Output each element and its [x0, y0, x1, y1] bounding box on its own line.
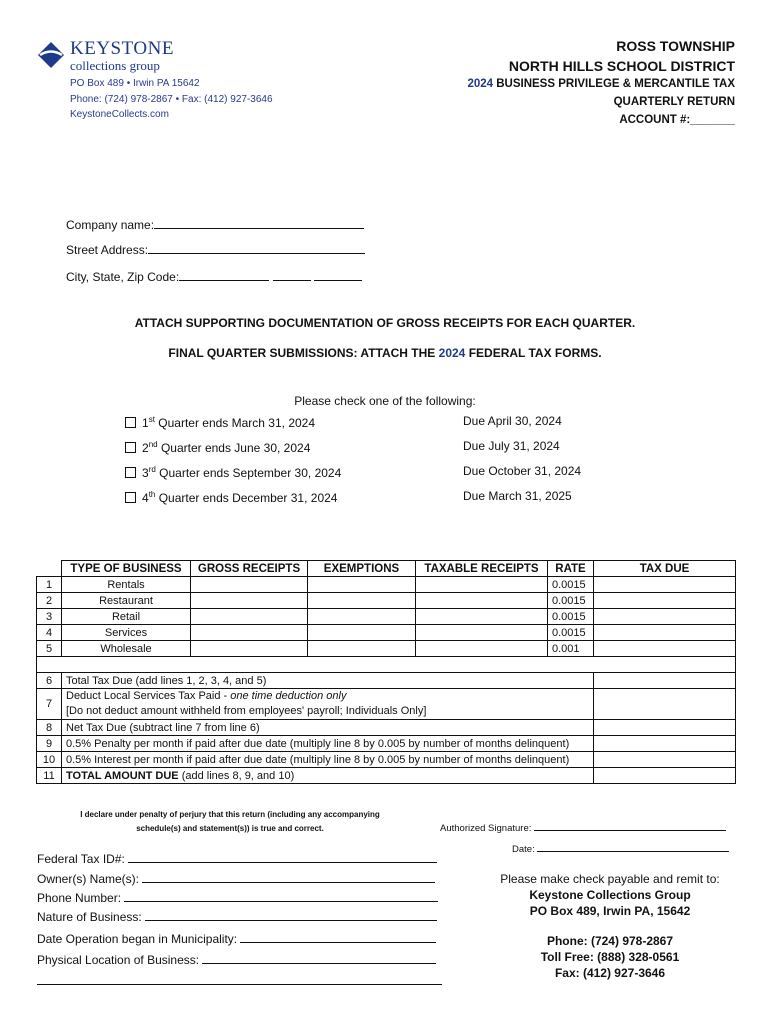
city-state-zip-field[interactable] [66, 270, 362, 284]
line-7-note: [Do not deduct amount withheld from employees' payroll; Individuals Only] [66, 705, 427, 717]
row-num: 11 [37, 768, 62, 784]
quarter-4-due: Due March 31, 2025 [463, 489, 572, 503]
row-num: 8 [37, 720, 62, 736]
street-address-label: Street Address: [66, 243, 149, 257]
row-num: 4 [37, 625, 62, 641]
line-10-row [37, 752, 736, 768]
quarter-2-option[interactable] [125, 440, 310, 455]
authorized-signature-label: Authorized Signature: [440, 823, 532, 834]
rate-cell: 0.0015 [548, 577, 594, 593]
title-school-district: NORTH HILLS SCHOOL DISTRICT [508, 58, 735, 74]
exemptions-cell[interactable] [308, 625, 416, 641]
quarter-2-sup: nd [148, 440, 158, 449]
gross-receipts-cell[interactable] [191, 577, 308, 593]
owners-names-field[interactable] [37, 872, 435, 886]
quarter-1-option[interactable] [125, 415, 315, 430]
quarter-4-option[interactable] [125, 490, 337, 505]
quarter-3-option[interactable] [125, 465, 341, 480]
quarter-4-label: Quarter ends December 31, 2024 [158, 491, 338, 505]
remit-fax: Fax: (412) 927-3646 [554, 966, 666, 980]
rate-cell: 0.001 [548, 641, 594, 657]
table-row [37, 593, 736, 609]
row-num: 6 [37, 673, 62, 689]
quarter-2-due: Due July 31, 2024 [463, 439, 560, 453]
line-11-bold: TOTAL AMOUNT DUE [66, 769, 179, 782]
authorized-signature-field[interactable] [440, 820, 726, 834]
phone-number-label: Phone Number: [37, 891, 122, 905]
company-name-label: Company name: [66, 218, 155, 232]
nature-of-business-field[interactable] [37, 910, 437, 924]
line-7-label [62, 689, 594, 720]
quarter-2-num: 2 [142, 441, 149, 455]
line-7-pre: Deduct Local Services Tax Paid - [66, 690, 231, 702]
line-11-label [62, 768, 594, 784]
phone-number-field[interactable] [37, 891, 438, 905]
line-10-label: 0.5% Interest per month if paid after due date (multiply line 8 by 0.005 by number of months delinquent) [62, 752, 594, 768]
row-type: Restaurant [62, 593, 191, 609]
exemptions-cell[interactable] [308, 577, 416, 593]
line-6-row [37, 673, 736, 689]
tax-table [36, 560, 736, 784]
gross-receipts-cell[interactable] [191, 609, 308, 625]
tax-due-cell[interactable] [594, 577, 736, 593]
title-township: ROSS TOWNSHIP [616, 38, 735, 54]
gross-receipts-cell[interactable] [191, 641, 308, 657]
federal-tax-id-label: Federal Tax ID#: [37, 852, 125, 866]
row-num: 3 [37, 609, 62, 625]
instruction-year: 2024 [438, 346, 466, 360]
row-type: Wholesale [62, 641, 191, 657]
tax-name: BUSINESS PRIVILEGE & MERCANTILE TAX [496, 78, 735, 90]
line-11-amount[interactable] [594, 768, 736, 784]
taxable-receipts-cell[interactable] [416, 593, 548, 609]
date-operation-began-field[interactable] [37, 932, 436, 946]
title-quarterly-return: QUARTERLY RETURN [613, 96, 735, 108]
header-taxable: TAXABLE RECEIPTS [416, 561, 548, 577]
line-6-label: Total Tax Due (add lines 1, 2, 3, 4, and 5) [62, 673, 594, 689]
physical-location-label: Physical Location of Business: [37, 953, 200, 967]
rate-cell: 0.0015 [548, 609, 594, 625]
instruction-final-quarter-pre: FINAL QUARTER SUBMISSIONS: ATTACH THE [168, 346, 436, 360]
row-num: 5 [37, 641, 62, 657]
logo-name: KEYSTONE [70, 38, 174, 59]
line-9-row [37, 736, 736, 752]
line-7-amount[interactable] [594, 689, 736, 720]
nature-of-business-label: Nature of Business: [37, 910, 142, 924]
row-type: Rentals [62, 577, 191, 593]
table-row [37, 625, 736, 641]
rate-cell: 0.0015 [548, 625, 594, 641]
remit-company: Keystone Collections Group [529, 888, 691, 902]
line-9-amount[interactable] [594, 736, 736, 752]
taxable-receipts-cell[interactable] [416, 577, 548, 593]
physical-location-field[interactable] [37, 953, 436, 967]
keystone-logo-icon [36, 40, 66, 70]
gross-receipts-cell[interactable] [191, 625, 308, 641]
tax-due-cell[interactable] [594, 609, 736, 625]
instruction-final-quarter-post: FEDERAL TAX FORMS. [468, 346, 602, 360]
row-type: Retail [62, 609, 191, 625]
quarter-3-checkbox[interactable] [125, 467, 136, 478]
header-blank [37, 561, 62, 577]
exemptions-cell[interactable] [308, 593, 416, 609]
date-label: Date: [512, 844, 535, 855]
remit-instruction: Please make check payable and remit to: [500, 872, 720, 886]
table-separator [37, 657, 736, 673]
taxable-receipts-cell[interactable] [416, 641, 548, 657]
city-state-zip-label: City, State, Zip Code: [66, 270, 180, 284]
declaration-line-2: schedule(s) and statement(s)) is true and correct. [136, 824, 324, 833]
header-rate: RATE [548, 561, 594, 577]
gross-receipts-cell[interactable] [191, 593, 308, 609]
quarter-2-label: Quarter ends June 30, 2024 [160, 441, 311, 455]
header-type: TYPE OF BUSINESS [62, 561, 191, 577]
rate-cell: 0.0015 [548, 593, 594, 609]
line-6-amount[interactable] [594, 673, 736, 689]
quarter-4-num: 4 [142, 491, 149, 505]
physical-location-line-2[interactable] [37, 984, 442, 985]
website-link[interactable]: KeystoneCollects.com [70, 109, 169, 120]
remit-toll-free: Toll Free: (888) 328-0561 [540, 950, 680, 964]
exemptions-cell[interactable] [308, 609, 416, 625]
line-11-row [37, 768, 736, 784]
tax-year: 2024 [467, 78, 494, 90]
instruction-supporting-docs: ATTACH SUPPORTING DOCUMENTATION OF GROSS RECEIPTS FOR EACH QUARTER. [134, 316, 636, 330]
address-line: PO Box 489 • Irwin PA 15642 [70, 78, 200, 89]
line-8-row [37, 720, 736, 736]
logo-subtitle: collections group [70, 58, 160, 73]
line-9-label: 0.5% Penalty per month if paid after due date (multiply line 8 by 0.005 by number of months delinquent) [62, 736, 594, 752]
owners-names-label: Owner(s) Name(s): [37, 872, 140, 886]
title-tax [467, 78, 735, 90]
row-num: 9 [37, 736, 62, 752]
account-number-field[interactable]: ACCOUNT #:_______ [619, 114, 735, 126]
line-10-amount[interactable] [594, 752, 736, 768]
table-header-row [37, 561, 736, 577]
quarter-1-num: 1 [142, 416, 149, 430]
quarter-3-label: Quarter ends September 30, 2024 [159, 466, 342, 480]
phone-fax-line: Phone: (724) 978-2867 • Fax: (412) 927-3646 [70, 94, 273, 105]
table-row [37, 577, 736, 593]
quarter-4-sup: th [148, 490, 156, 499]
header-tax-due: TAX DUE [594, 561, 736, 577]
quarter-1-checkbox[interactable] [125, 417, 136, 428]
quarter-3-sup: rd [148, 465, 156, 474]
date-operation-began-label: Date Operation began in Municipality: [37, 932, 238, 946]
line-11-rest: (add lines 8, 9, and 10) [178, 769, 295, 782]
header-exemptions: EXEMPTIONS [308, 561, 416, 577]
tax-due-cell[interactable] [594, 641, 736, 657]
declaration-line-1: I declare under penalty of perjury that this return (including any accompanying [80, 810, 380, 819]
tax-due-cell[interactable] [594, 593, 736, 609]
row-num: 7 [37, 689, 62, 720]
row-type: Services [62, 625, 191, 641]
remit-phone: Phone: (724) 978-2867 [546, 934, 674, 948]
table-row [37, 641, 736, 657]
check-prompt: Please check one of the following: [294, 394, 476, 408]
quarter-2-checkbox[interactable] [125, 442, 136, 453]
federal-tax-id-field[interactable] [37, 852, 437, 866]
row-num: 1 [37, 577, 62, 593]
taxable-receipts-cell[interactable] [416, 609, 548, 625]
header-gross: GROSS RECEIPTS [191, 561, 308, 577]
line-8-amount[interactable] [594, 720, 736, 736]
quarter-1-label: Quarter ends March 31, 2024 [158, 416, 316, 430]
row-num: 2 [37, 593, 62, 609]
quarter-1-sup: st [148, 415, 155, 424]
instruction-final-quarter [0, 346, 770, 360]
table-row [37, 609, 736, 625]
row-num: 10 [37, 752, 62, 768]
tax-due-cell[interactable] [594, 625, 736, 641]
quarter-4-checkbox[interactable] [125, 492, 136, 503]
quarter-3-num: 3 [142, 466, 149, 480]
line-7-emphasis: one time deduction only [230, 690, 347, 702]
date-field[interactable] [512, 841, 729, 855]
declaration-text [60, 808, 400, 836]
company-name-field[interactable] [66, 218, 364, 232]
exemptions-cell[interactable] [308, 641, 416, 657]
quarter-3-due: Due October 31, 2024 [463, 464, 582, 478]
line-7-row [37, 689, 736, 720]
taxable-receipts-cell[interactable] [416, 625, 548, 641]
remit-address: PO Box 489, Irwin PA, 15642 [529, 904, 691, 918]
quarter-1-due: Due April 30, 2024 [463, 414, 562, 428]
street-address-field[interactable] [66, 243, 365, 257]
line-8-label: Net Tax Due (subtract line 7 from line 6) [62, 720, 594, 736]
